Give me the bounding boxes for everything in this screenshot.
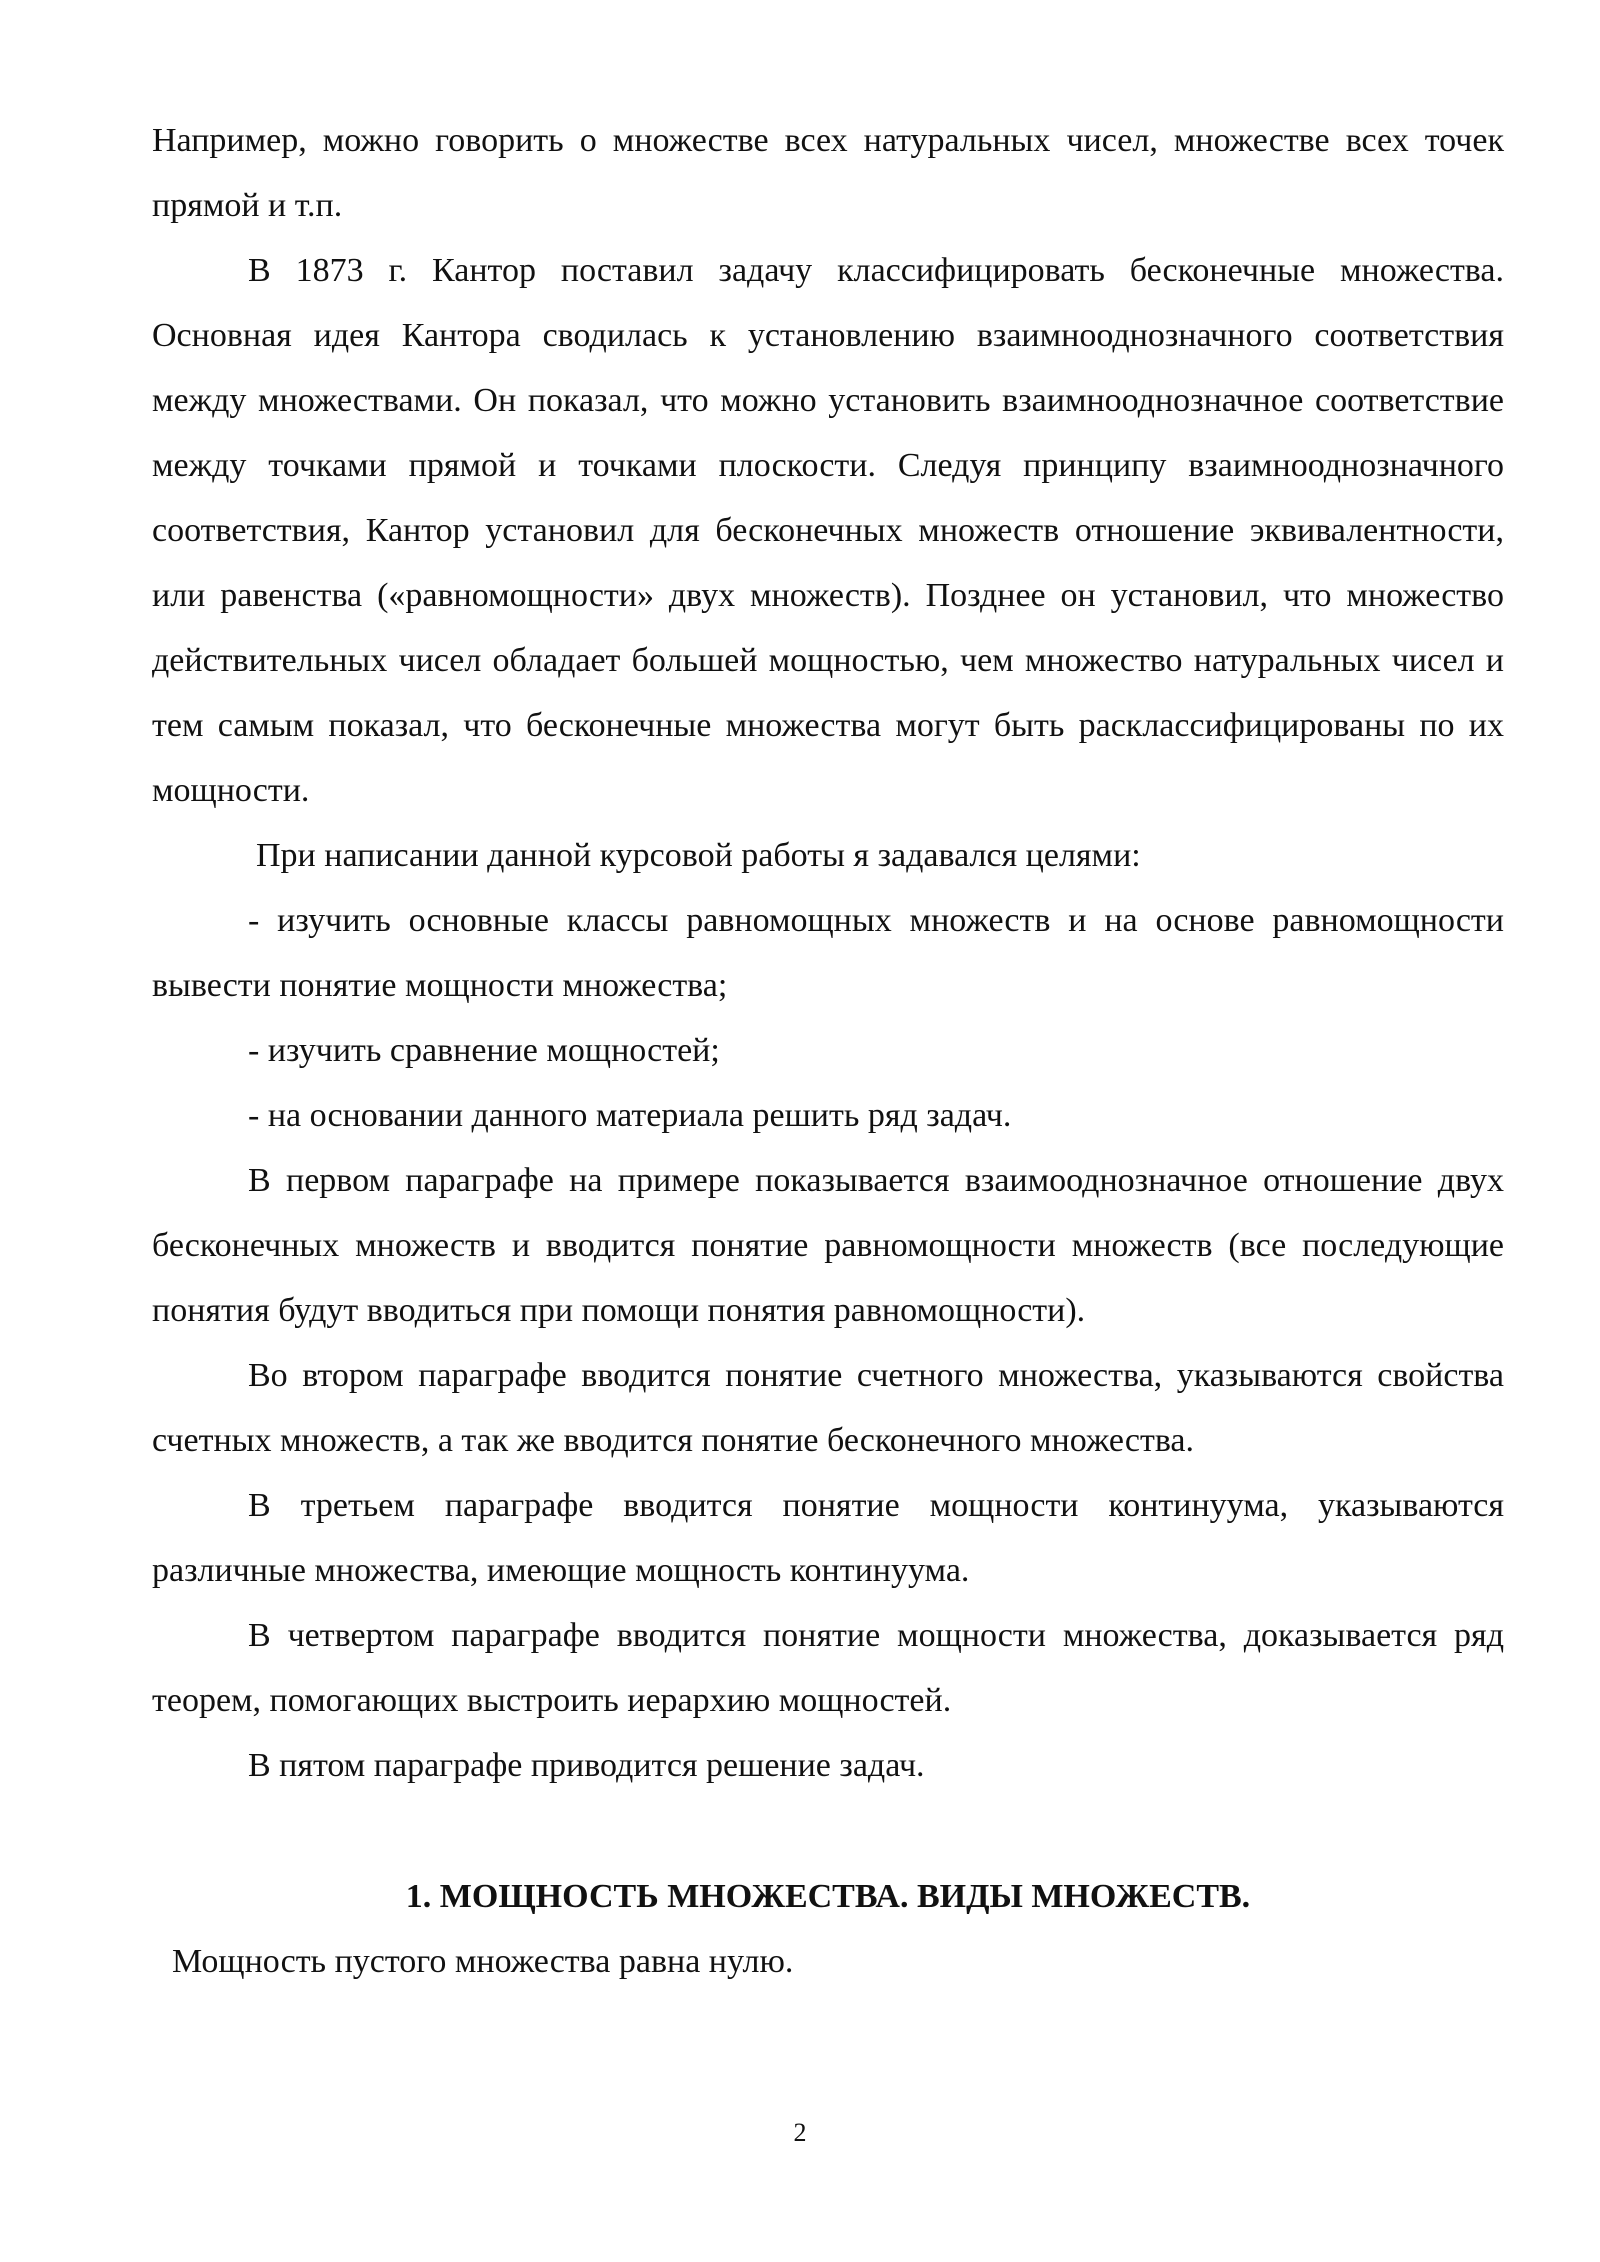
goal-item-3: - на основании данного материала решить ряд задач. bbox=[248, 1097, 1012, 1134]
section-heading: 1. МОЩНОСТЬ МНОЖЕСТВА. ВИДЫ МНОЖЕСТВ. bbox=[405, 1878, 1251, 1915]
goal-item-1: - изучить основные классы равномощных множеств и на основе равномощности вывести понятие мощности множества; bbox=[152, 902, 1504, 1004]
paragraph-cantor-history: В 1873 г. Кантор поставил задачу классифицировать бесконечные множества. Основная идея Кантора сводилась к установлению взаимнооднозначного соответствия между множествами. Он показал, что можно установить взаимнооднозначное соответствие между точками прямой и точками плоскости. Следуя принципу взаимнооднозначного соответствия, Кантор установил для бесконечных множеств отношение эквивалентности, или равенства («равномощности» двух множеств). Позднее он установил, что множество действительных чисел обладает большей мощностью, чем множество натуральных чисел и тем самым показал, что бесконечные множества могут быть расклассифицированы по их мощности. bbox=[152, 252, 1504, 809]
paragraph-section-3-summary: В третьем параграфе вводится понятие мощности континуума, указываются различные множества, имеющие мощность континуума. bbox=[152, 1487, 1504, 1589]
paragraph-section-5-summary: В пятом параграфе приводится решение задач. bbox=[248, 1747, 925, 1784]
section-first-line: Мощность пустого множества равна нулю. bbox=[172, 1943, 794, 1980]
page-number: 2 bbox=[793, 2118, 807, 2147]
heading-spacer bbox=[152, 1798, 1504, 1864]
paragraph-goals-intro: При написании данной курсовой работы я задавался целями: bbox=[256, 837, 1141, 874]
paragraph-section-1-summary: В первом параграфе на примере показывается взаимооднозначное отношение двух бесконечных множеств и вводится понятие равномощности множеств (все последующие понятия будут вводиться при помощи понятия равномощности). bbox=[152, 1162, 1504, 1329]
paragraph-section-2-summary: Во втором параграфе вводится понятие счетного множества, указываются свойства счетных множеств, а так же вводится понятие бесконечного множества. bbox=[152, 1357, 1504, 1459]
document-page bbox=[152, 108, 1504, 1994]
paragraph-section-4-summary: В четвертом параграфе вводится понятие мощности множества, доказывается ряд теорем, помогающих выстроить иерархию мощностей. bbox=[152, 1617, 1504, 1719]
goal-item-2: - изучить сравнение мощностей; bbox=[248, 1032, 720, 1069]
paragraph-intro-example: Например, можно говорить о множестве всех натуральных чисел, множестве всех точек прямой и т.п. bbox=[152, 122, 1504, 224]
